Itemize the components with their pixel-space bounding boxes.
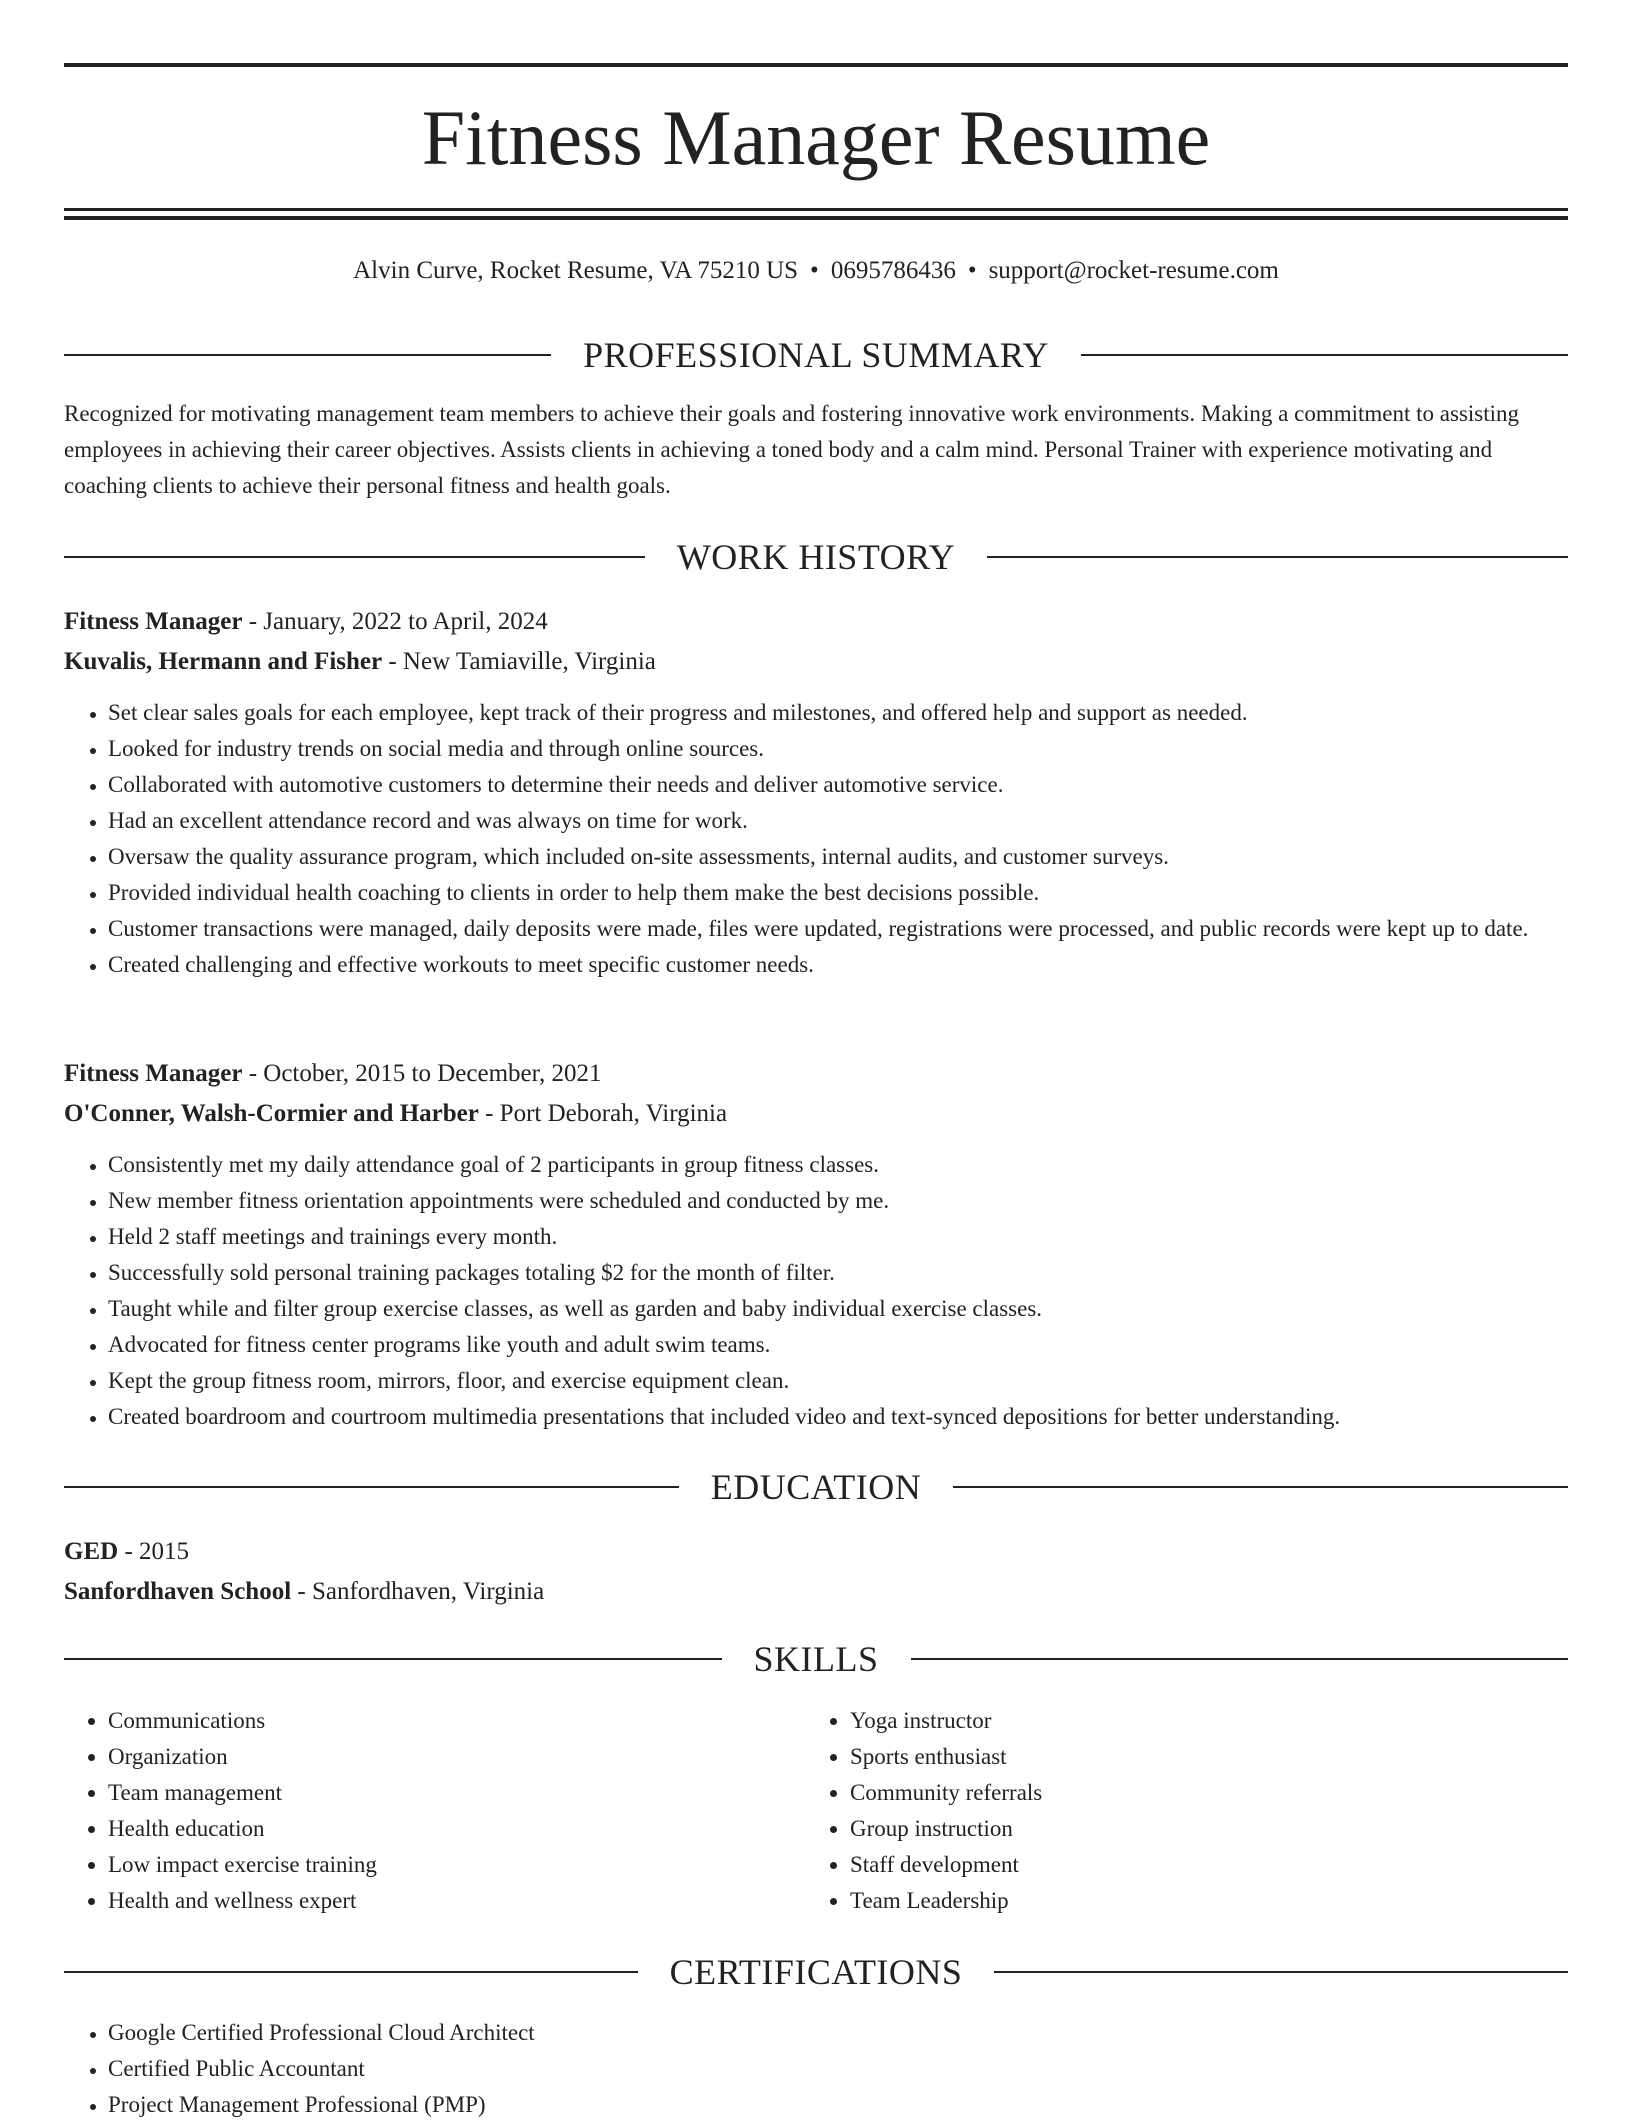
job-location: - New Tamiaville, Virginia xyxy=(382,648,656,675)
job-company: O'Conner, Walsh-Cormier and Harber xyxy=(64,1100,479,1127)
list-item: • Consistently met my daily attendance goal of 2 participants in group fitness classes. xyxy=(108,1147,1612,1183)
list-item: • New member fitness orientation appointments were scheduled and conducted by me. xyxy=(108,1183,1612,1219)
list-item: • Kept the group fitness room, mirrors, floor, and exercise equipment clean. xyxy=(108,1363,1612,1399)
education-degree-line xyxy=(64,1532,1568,1572)
heading-rule xyxy=(994,1971,1568,1973)
job-title-line xyxy=(64,602,1568,642)
title-rule-upper xyxy=(64,208,1568,211)
contact-phone: 0695786436 xyxy=(830,257,956,284)
list-item: • Customer transactions were managed, daily deposits were made, files were updated, registrations were processed, and public records were kept up to date. xyxy=(108,911,1612,947)
job-title: Fitness Manager xyxy=(64,1060,243,1087)
list-item: • Project Management Professional (PMP) xyxy=(108,2087,1612,2123)
contact-separator: • xyxy=(810,257,819,284)
heading-rule xyxy=(64,556,645,558)
list-item: • Sports enthusiast xyxy=(850,1739,1550,1775)
heading-rule xyxy=(64,1658,722,1660)
job-company-line xyxy=(64,642,1568,682)
job-company: Kuvalis, Hermann and Fisher xyxy=(64,648,383,675)
list-item: • Held 2 staff meetings and trainings every month. xyxy=(108,1219,1612,1255)
education-location: - Sanfordhaven, Virginia xyxy=(291,1578,545,1605)
heading-rule xyxy=(953,1486,1568,1488)
list-item: • Health education xyxy=(108,1811,808,1847)
section-heading-work-history xyxy=(64,535,1568,579)
heading-rule xyxy=(64,1486,679,1488)
job-dates: - January, 2022 to April, 2024 xyxy=(242,608,548,635)
list-item: • Oversaw the quality assurance program, which included on-site assessments, internal audits, and customer surveys. xyxy=(108,839,1612,875)
list-item: • Successfully sold personal training packages totaling $2 for the month of filter. xyxy=(108,1255,1612,1291)
list-item: • Team management xyxy=(108,1775,808,1811)
list-item: • Communications xyxy=(108,1703,808,1739)
list-item: • Provided individual health coaching to clients in order to help them make the best decisions possible. xyxy=(108,875,1612,911)
list-item: • Group instruction xyxy=(850,1811,1550,1847)
list-item: • Set clear sales goals for each employee, kept track of their progress and milestones, and offered help and support as needed. xyxy=(108,695,1612,731)
list-item: • Health and wellness expert xyxy=(108,1883,808,1919)
list-item: • Low impact exercise training xyxy=(108,1847,808,1883)
list-item: • Organization xyxy=(108,1739,808,1775)
list-item: • Created challenging and effective workouts to meet specific customer needs. xyxy=(108,947,1612,983)
contact-email: support@rocket-resume.com xyxy=(988,257,1279,284)
job-bullets xyxy=(64,695,1612,983)
section-title: WORK HISTORY xyxy=(676,537,956,577)
heading-rule xyxy=(987,556,1568,558)
list-item: • Had an excellent attendance record and was always on time for work. xyxy=(108,803,1612,839)
section-title: EDUCATION xyxy=(710,1467,922,1507)
list-item: • Google Certified Professional Cloud Architect xyxy=(108,2015,1612,2051)
certifications-list xyxy=(64,2015,1612,2123)
skills-list-right xyxy=(806,1703,1550,1919)
list-item: • Taught while and filter group exercise classes, as well as garden and baby individual exercise classes. xyxy=(108,1291,1612,1327)
section-title: CERTIFICATIONS xyxy=(669,1952,963,1992)
job-bullets xyxy=(64,1147,1612,1435)
section-heading-certifications xyxy=(64,1950,1568,1994)
list-item: • Community referrals xyxy=(850,1775,1550,1811)
page-title: Fitness Manager Resume xyxy=(421,94,1211,181)
job-title: Fitness Manager xyxy=(64,608,243,635)
skills-list-left xyxy=(64,1703,808,1919)
list-item: • Staff development xyxy=(850,1847,1550,1883)
list-item: • Advocated for fitness center programs like youth and adult swim teams. xyxy=(108,1327,1612,1363)
section-heading-education xyxy=(64,1465,1568,1509)
list-item: • Yoga instructor xyxy=(850,1703,1550,1739)
list-item: • Created boardroom and courtroom multimedia presentations that included video and text-synced depositions for better understanding. xyxy=(108,1399,1612,1435)
list-item: • Team Leadership xyxy=(850,1883,1550,1919)
section-title: PROFESSIONAL SUMMARY xyxy=(583,335,1049,375)
list-item: • Collaborated with automotive customers to determine their needs and deliver automotive service. xyxy=(108,767,1612,803)
list-item: • Looked for industry trends on social media and through online sources. xyxy=(108,731,1612,767)
heading-rule xyxy=(911,1658,1569,1660)
list-item: • Certified Public Accountant xyxy=(108,2051,1612,2087)
section-title: SKILLS xyxy=(753,1639,879,1679)
job-company-line xyxy=(64,1094,1568,1134)
section-heading-summary xyxy=(64,333,1568,377)
title-rule-lower xyxy=(64,216,1568,220)
heading-rule xyxy=(1081,354,1568,356)
heading-rule xyxy=(64,354,551,356)
job-location: - Port Deborah, Virginia xyxy=(478,1100,728,1127)
education-degree: GED xyxy=(64,1538,119,1565)
top-rule xyxy=(64,63,1568,67)
job-dates: - October, 2015 to December, 2021 xyxy=(242,1060,602,1087)
education-school: Sanfordhaven School xyxy=(64,1578,292,1605)
contact-separator: • xyxy=(967,257,977,284)
education-school-line xyxy=(64,1572,1568,1612)
contact-address: Alvin Curve, Rocket Resume, VA 75210 US xyxy=(353,257,799,284)
job-title-line xyxy=(64,1054,1568,1094)
education-year: - 2015 xyxy=(118,1538,190,1565)
summary-text: Recognized for motivating management team members to achieve their goals and fostering innovative work environments. Making a commitment to assisting employees in achieving their career objectives. Assists clients in achieving a toned body and a calm mind. Personal Trainer with experience motivating and coaching clients to achieve their personal fitness and health goals. xyxy=(64,401,1520,498)
heading-rule xyxy=(64,1971,638,1973)
contact-line xyxy=(64,254,1568,288)
section-heading-skills xyxy=(64,1637,1568,1681)
